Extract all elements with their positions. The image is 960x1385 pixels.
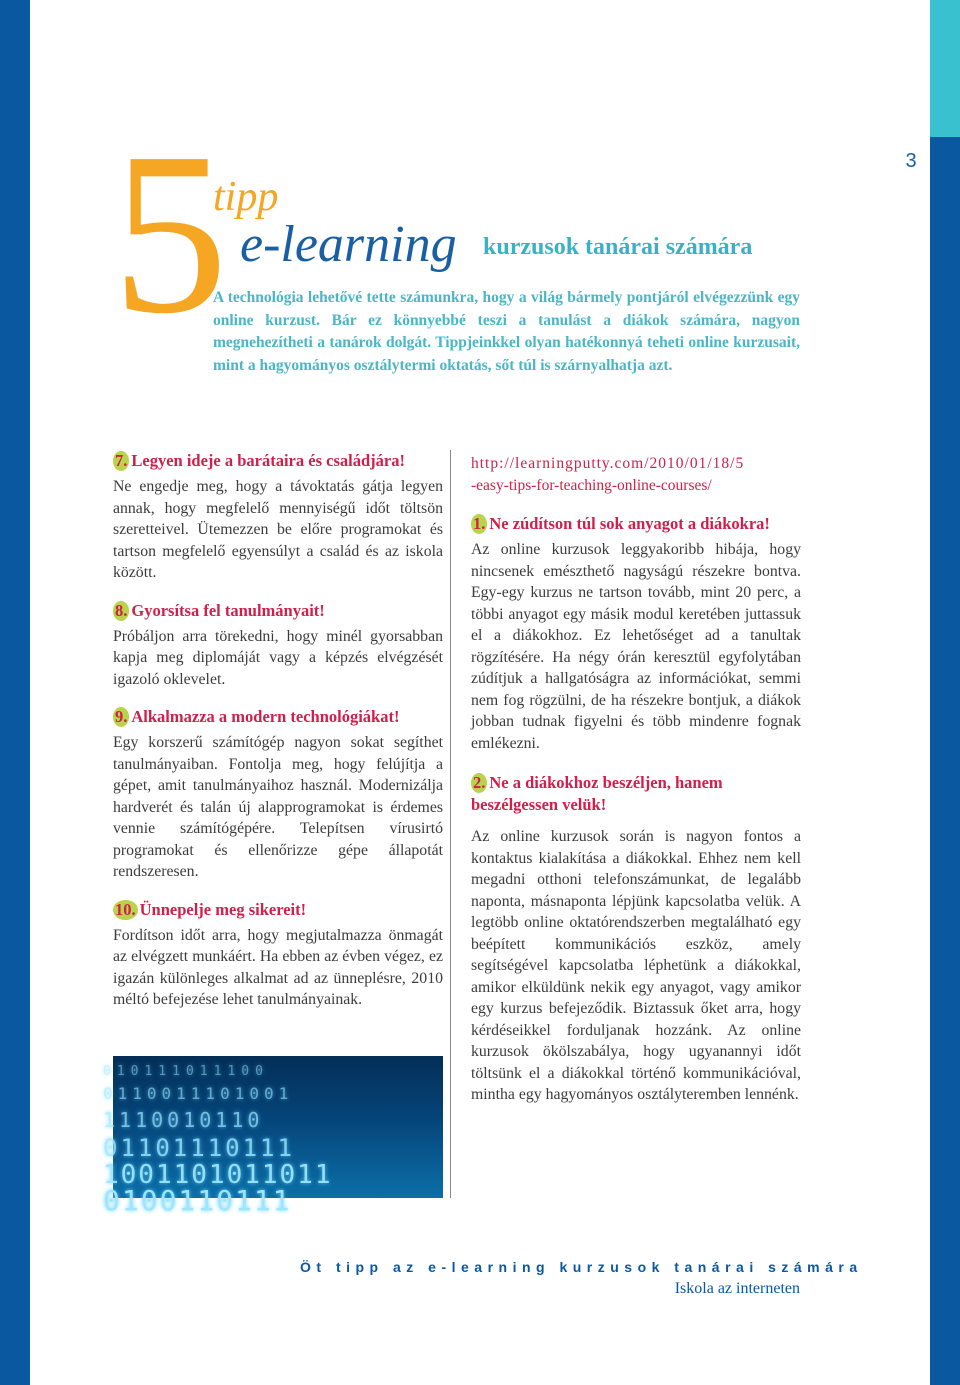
tip-text: Egy korszerű számítógép nagyon sokat segíthet tanulmányaiban. Fontolja meg, hogy felújítja a gépet, amit tanulmányaihoz használ. Modernizálja hardverét és talán új alapprogramokat is érdemes vennie számítógépére. Telepítsen vírusirtó programokat és ellenőrizze gépe állapotát rendszeresen. [113,734,443,880]
tip-number-badge: 8. [115,600,128,620]
right-cyan-stripe [930,0,960,137]
tip-heading [471,772,801,816]
binary-row: 0110011101001 [103,1084,294,1103]
tip-text: Az online kurzusok leggyakoribb hibája, hogy nincsenek emészthető nagyságú részekre bontva. Egy-egy kurzus ne tartson tovább, mint 20 perc, a többi anyagot egy másik modul keretében juttassuk el a diákokhoz. Ez lehetőséget ad a tanultak rögzítésére. Ha négy órán keresztül egyfolytában zúdítjuk a hallgatóságra az információkat, semmi nem fog rögzülni, de ha részekre bontjuk, a diákok jobban tudnak figyelni és több mindenre fognak emlékezni. [471,541,801,752]
tip-title: Ne a diákokhoz beszéljen, hanem beszélgessen velük! [471,773,723,814]
tip-number-badge: 10. [115,899,136,919]
tip-section-9 [113,706,443,883]
binary-row: 1110010110 [103,1108,264,1132]
tip-heading [113,450,443,472]
title-elearning: e-learning [240,216,457,273]
tip-title: Alkalmazza a modern technológiákat! [131,707,400,726]
title-tipp: tipp [213,174,279,220]
intro-paragraph: A technológia lehetővé tette számunkra, hogy a világ bármely pontjáról elvégezzünk egy online kurzust. Bár ez könnyebbé teszi a tanulást a diákok számára, nagyon megnehezítheti a tanárok dolgát. Tippjeinkkel olyan hatékonnyá teheti online kurzusait, mint a hagyományos osztálytermi oktatás, sőt túl is szárnyalhatja azt. [213,289,800,374]
left-blue-stripe [0,0,30,1385]
big-five-numeral: 5 [112,105,228,362]
tip-title: Legyen ideje a barátaira és családjára! [131,451,405,470]
tip-section-1 [471,513,801,754]
tip-number-badge: 2. [473,773,486,792]
tip-text: Ne engedje meg, hogy a távoktatás gátja legyen annak, hogy megfelelő mennyiségű időt töltsön szeretteivel. Ütemezzen be előre programokat és tartson megfelelő egyensúlyt a család és az iskola között. [113,478,443,581]
right-column [471,452,801,1122]
tip-text: Fordítson időt arra, hogy megjutalmazza önmagát az elvégzett munkáért. Ha ebben az évben végez, ez igazán különleges alkalmat ad az ünneplésre, 2010 méltó befejezése lehet tanulmányainak. [113,926,443,1008]
left-column [113,450,443,1027]
tip-heading [471,513,801,535]
footer-title: Öt tipp az e-learning kurzusok tanárai számára [300,1259,863,1275]
binary-row: 1001101011011 [103,1160,333,1190]
tip-text: Az online kurzusok során is nagyon fontos a kontaktus kialakítása a diákokkal. Ehhez nem kell megadni otthoni telefonszámunkat, de legalább naponta, másnaponta lépjünk kapcsolatba velük. A legtöbb online oktatórendszerben megtalálható egy beépített kommunikációs eszköz, amely segítségével kapcsolatba léphetünk a diákokkal, amikor elküldünk nekik egy anyagot, vagy amikor egy kurzus befejeződik. Biztassuk őket arra, hogy kérdéseikkel forduljanak hozzánk. Az online kurzusok ökölszabálya, hogy ugyanannyi időt töltsünk el a diákokkal történő kommunikációval, mintha egy hagyományos osztályteremben lennénk. [471,828,801,1103]
tip-section-10 [113,899,443,1011]
right-blue-stripe [930,0,960,1385]
tip-heading [113,706,443,728]
source-url-line-1: http://learningputty.com/2010/01/18/5 [471,455,745,472]
footer-subtitle: Iskola az interneten [674,1280,800,1297]
source-url-line-2: -easy-tips-for-teaching-online-courses/ [471,477,712,494]
tip-text: Próbáljon arra törekedni, hogy minél gyorsabban kapja meg diplomáját vagy a képzés elvégzését igazoló oklevelet. [113,627,443,688]
tip-number-badge: 1. [473,514,486,533]
tip-heading [113,600,443,622]
tip-section-8 [113,600,443,691]
tip-section-2 [471,772,801,1106]
binary-code-image [103,1056,443,1217]
tip-title: Ne zúdítson túl sok anyagot a diákokra! [489,514,770,533]
tip-heading [113,899,443,921]
binary-row: 01101110111 [103,1134,295,1162]
tip-title: Ünnepelje meg sikereit! [139,899,307,919]
tip-title: Gyorsítsa fel tanulmányait! [131,600,325,620]
title-subtitle: kurzusok tanárai számára [483,234,753,260]
tip-number-badge: 7. [115,451,128,470]
column-divider [450,450,451,1198]
page-number: 3 [905,150,917,172]
binary-row: 0100110111 [103,1184,292,1217]
tip-number-badge: 9. [115,707,128,726]
binary-row: 010111011100 [103,1064,269,1079]
tip-section-7 [113,450,443,584]
